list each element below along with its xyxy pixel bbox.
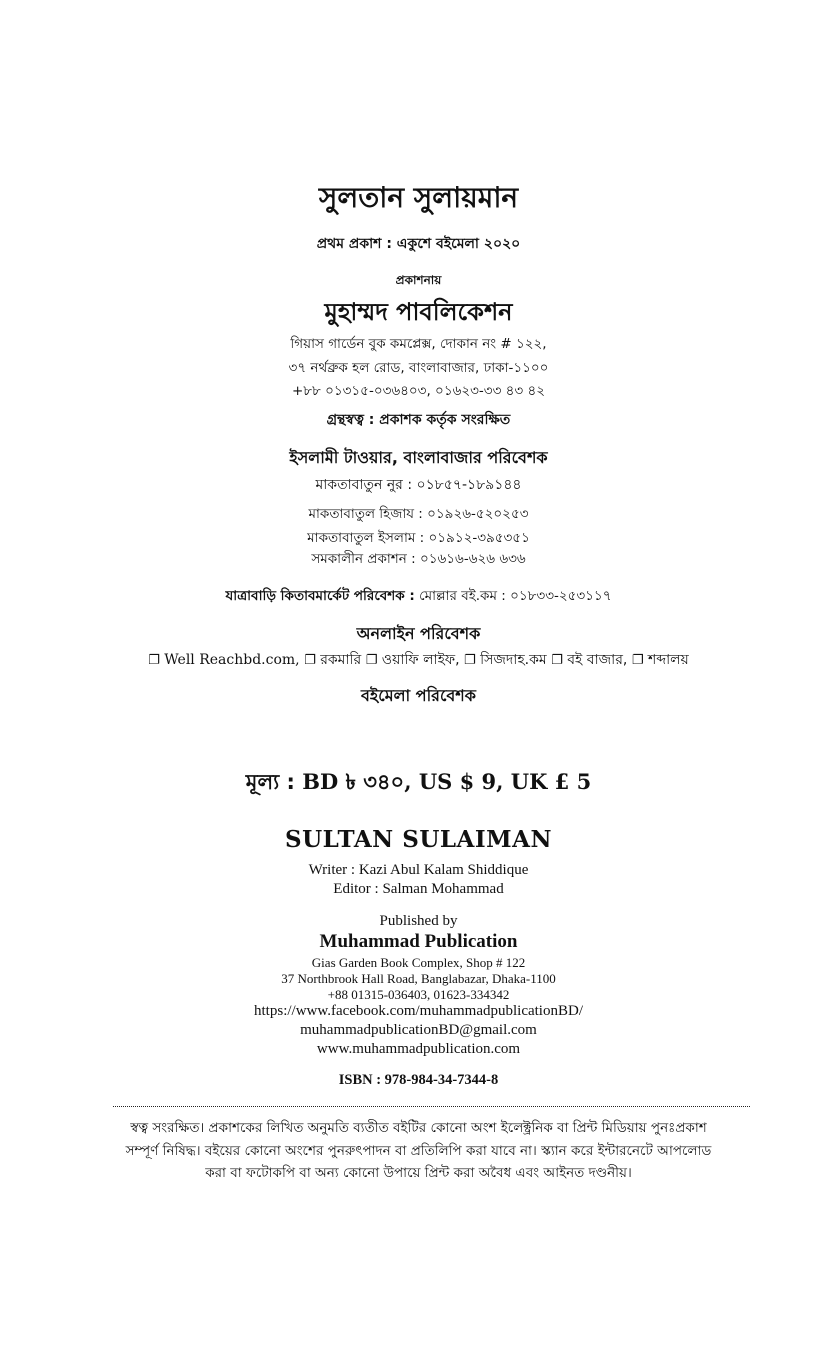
facebook-url: https://www.facebook.com/muhammadpublicationBD/ (254, 1003, 583, 1019)
distributor-heading: ইসলামী টাওয়ার, বাংলাবাজার পরিবেশক (289, 448, 548, 467)
checkbox-icon: ❐ (551, 653, 563, 668)
email-address: muhammadpublicationBD@gmail.com (300, 1022, 537, 1038)
price-label: মূল্য : (245, 770, 295, 794)
checkbox-icon: ❐ (464, 653, 476, 668)
price-line (0, 766, 837, 801)
distributor-item: সমকালীন প্রকাশন : ০১৬১৬-৬২৬ ৬৩৬ (311, 551, 526, 567)
online-item: বই বাজার, (567, 652, 628, 668)
editor-line: Editor : Salman Mohammad (333, 881, 504, 897)
online-item: ওয়াফি লাইফ, (381, 652, 460, 668)
jatrabari-value: মোল্লার বই.কম : ০১৮৩৩-২৫৩১১৭ (419, 588, 612, 604)
publisher-label: প্রকাশনায় (395, 273, 442, 287)
publisher-name-english: Muhammad Publication (319, 931, 518, 952)
published-by-label: Published by (379, 913, 458, 929)
book-title-english: SULTAN SULAIMAN (285, 826, 552, 853)
dotted-divider (113, 1106, 750, 1107)
rights-notice-line: স্বত্ব সংরক্ষিত। প্রকাশকের লিখিত অনুমতি ব্যতীত বইটির কোনো অংশ ইলেক্ট্রনিক বা প্রিন্ট মিডিয়ায় পুনঃপ্রকাশ (130, 1120, 707, 1136)
checkbox-icon: ❐ (631, 653, 644, 668)
price-value: BD ৳ ৩৪০, US $ 9, UK £ 5 (302, 769, 592, 794)
distributor-item: মাকতাবাতুন নুর : ০১৮৫৭-১৮৯১৪৪ (315, 477, 522, 493)
isbn-line: ISBN : 978-984-34-7344-8 (338, 1072, 499, 1088)
online-distributor-heading: অনলাইন পরিবেশক (356, 624, 481, 643)
address-line-english: Gias Garden Book Complex, Shop # 122 (311, 955, 526, 970)
rights-notice-line: সম্পূর্ণ নিষিদ্ধ। বইয়ের কোনো অংশের পুনরুৎপাদন বা প্রতিলিপি করা যাবে না। স্ক্যান করে ইন্টারনেটে আপলোড (125, 1143, 712, 1159)
writer-line: Writer : Kazi Abul Kalam Shiddique (308, 862, 529, 878)
distributor-item: মাকতাবাতুল হিজায : ০১৯২৬-৫২০২৫৩ (308, 506, 529, 522)
jatrabari-label: যাত্রাবাড়ি কিতাবমার্কেট পরিবেশক : (225, 588, 415, 604)
online-distributor-list (0, 648, 837, 672)
jatrabari-distributor (0, 585, 837, 608)
book-title-bangla: সুলতান সুলায়মান (318, 181, 519, 214)
website-url: www.muhammadpublication.com (316, 1041, 521, 1057)
rights-notice-line: করা বা ফটোকপি বা অন্য কোনো উপায়ে প্রিন্ট করা অবৈধ এবং আইনত দণ্ডনীয়। (205, 1165, 632, 1181)
first-publication: প্রথম প্রকাশ : একুশে বইমেলা ২০২০ (316, 236, 521, 252)
online-item: সিজদাহ.কম (480, 652, 547, 668)
phone-line-english: +88 01315-036403, 01623-334342 (327, 987, 510, 1002)
checkbox-icon: ❐ (365, 653, 378, 668)
copyright-line: গ্রন্থস্বত্ব : প্রকাশক কর্তৃক সংরক্ষিত (326, 412, 511, 428)
distributor-item: মাকতাবাতুল ইসলাম : ০১৯১২-৩৯৫৩৫১ (307, 530, 530, 546)
publisher-name-bangla: মুহাম্মদ পাবলিকেশন (324, 298, 513, 326)
boimela-distributor-heading: বইমেলা পরিবেশক (361, 686, 476, 705)
address-line: গিয়াস গার্ডেন বুক কমপ্লেক্স, দোকান নং # ১২২, (290, 336, 547, 352)
online-item: রকমারি (320, 652, 362, 668)
checkbox-icon: ❐ (304, 653, 316, 668)
online-item: Well Reachbd.com, (164, 652, 300, 668)
address-line-english: 37 Northbrook Hall Road, Banglabazar, Dhaka-1100 (281, 971, 556, 986)
checkbox-icon: ❐ (148, 653, 160, 668)
phone-line: +৮৮ ০১৩১৫-০৩৬৪০৩, ০১৬২৩-৩৩ ৪৩ ৪২ (291, 383, 545, 399)
online-item: শব্দালয় (647, 652, 689, 668)
address-line: ৩৭ নর্থব্রুক হল রোড, বাংলাবাজার, ঢাকা-১১০০ (288, 360, 549, 376)
